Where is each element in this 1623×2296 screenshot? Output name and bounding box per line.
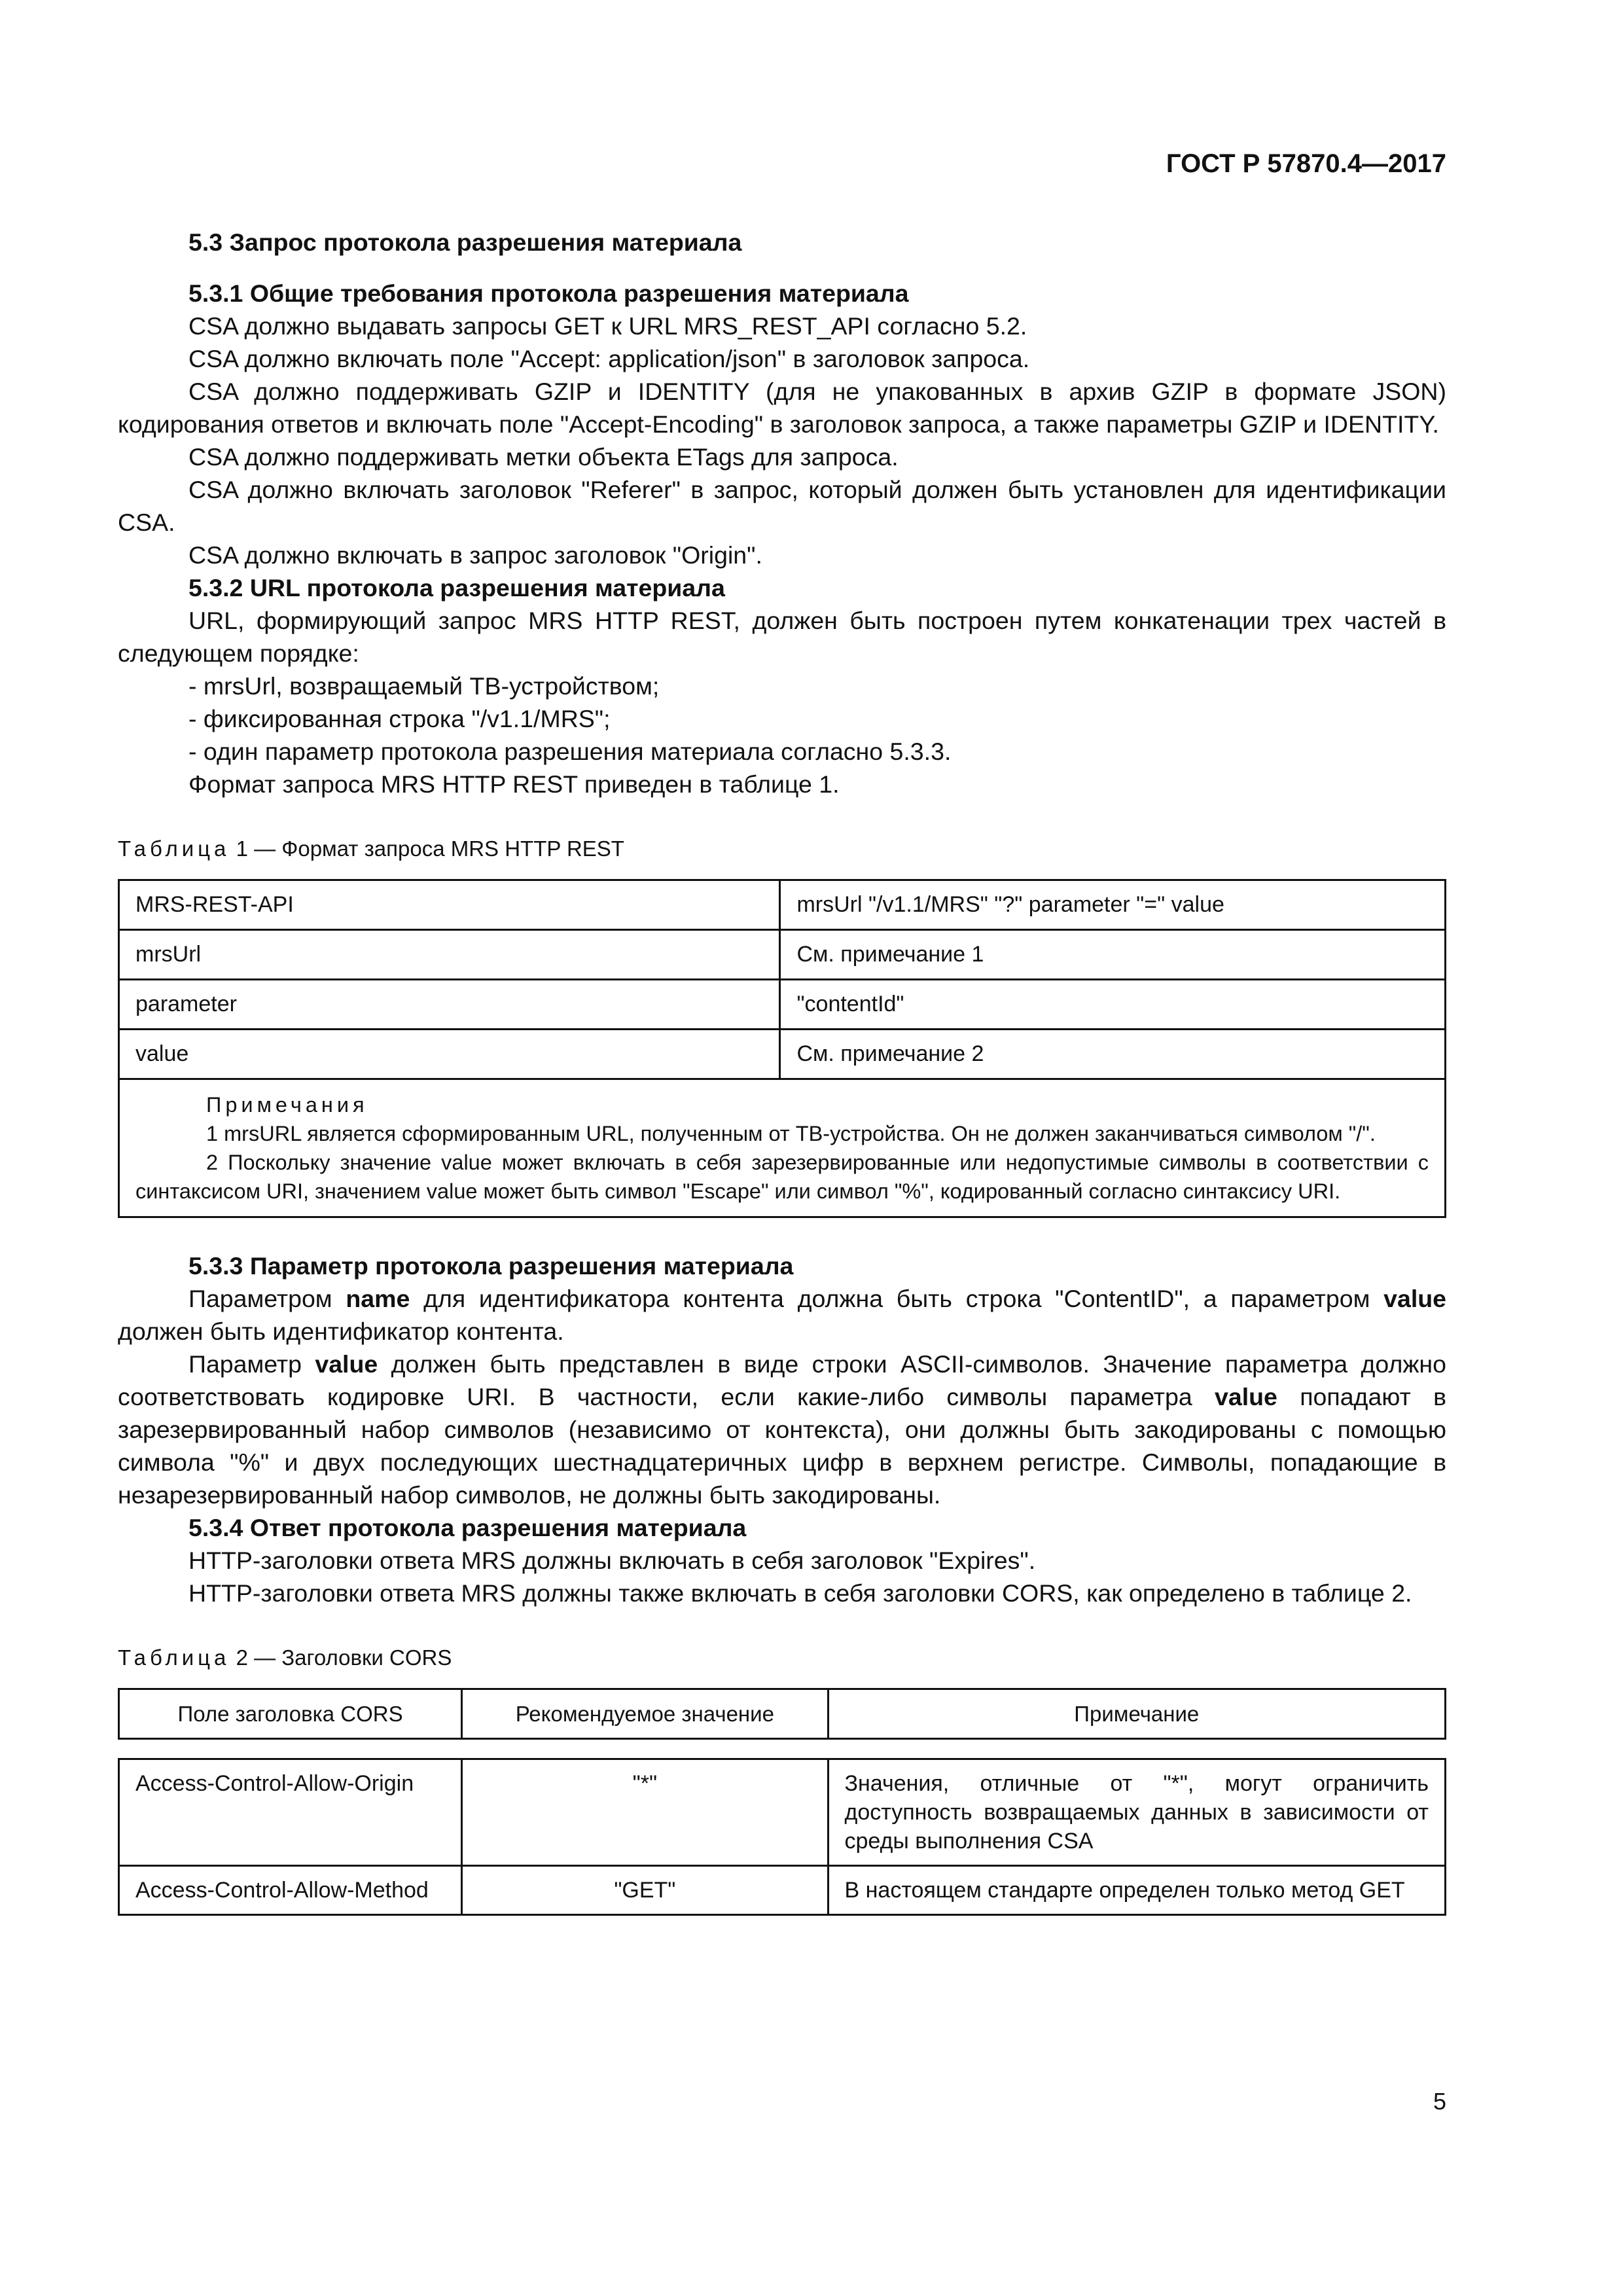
page-number: 5	[1433, 2088, 1446, 2115]
table-row	[119, 1759, 1446, 1866]
table-cell: mrsUrl	[119, 930, 780, 980]
table-cell: См. примечание 2	[780, 1030, 1446, 1079]
section-5-3-heading: 5.3 Запрос протокола разрешения материала	[188, 228, 742, 256]
paragraph: CSA должно включать заголовок "Referer" в запрос, который должен быть установлен для идентификации CSA.	[118, 476, 1446, 536]
text-run: должен быть представлен в виде строки ASCII-символов. Значение параметра должно соответствовать кодировке URI. В частности, если какие-либо символы параметра	[118, 1350, 1446, 1410]
table-cell: См. примечание 1	[780, 930, 1446, 980]
table-cell: "GET"	[462, 1866, 828, 1915]
text-run: попадают в зарезервированный набор символов (независимо от контекста), они должны быть закодированы с помощью символа "%" и двух последующих шестнадцатеричных цифр в верхнем регистре. Символы, попадающие в незарезервированный набор символов, не должны быть закодированы.	[118, 1383, 1447, 1509]
note-item: 2 Поскольку значение value может включать в себя зарезервированные или недопустимые символы в соответствии с синтаксисом URI, значением value может быть символ "Escape" или символ "%", кодированный согласно синтаксису URI.	[135, 1151, 1429, 1203]
table-row	[119, 880, 1446, 930]
table-cell: "*"	[462, 1759, 828, 1866]
text-run: Параметром	[188, 1285, 346, 1312]
table-1-caption	[118, 834, 1446, 863]
note-item: 1 mrsURL является сформированным URL, полученным от ТВ-устройства. Он не должен заканчиваться символом "/".	[206, 1122, 1376, 1145]
list-item: - фиксированная строка "/v1.1/MRS";	[188, 705, 611, 732]
paragraph: HTTP-заголовки ответа MRS должны включать в себя заголовок "Expires".	[188, 1547, 1036, 1574]
table-1-caption-text: 1 — Формат запроса MRS HTTP REST	[236, 836, 624, 861]
term-bold: value	[1383, 1285, 1447, 1312]
separator-cell	[119, 1739, 1446, 1759]
text-run: для идентификатора контента должна быть строка "ContentID", а параметром	[410, 1285, 1384, 1312]
table-cell: Access-Control-Allow-Origin	[119, 1759, 462, 1866]
document-code: ГОСТ Р 57870.4—2017	[1166, 149, 1446, 178]
table-2-caption	[118, 1643, 1446, 1672]
table-notes-row	[119, 1079, 1446, 1217]
column-header: Рекомендуемое значение	[462, 1689, 828, 1739]
table-row	[119, 980, 1446, 1030]
table-cell: Access-Control-Allow-Method	[119, 1866, 462, 1915]
table-header-row	[119, 1689, 1446, 1739]
table-2-caption-label: Таблица	[118, 1645, 230, 1670]
text-run: должен быть идентификатор контента.	[118, 1318, 564, 1345]
paragraph: HTTP-заголовки ответа MRS должны также включать в себя заголовки CORS, как определено в таблице 2.	[188, 1579, 1412, 1607]
table-cell: "contentId"	[780, 980, 1446, 1030]
header-separator	[119, 1739, 1446, 1759]
table-2	[118, 1688, 1446, 1916]
table-cell: value	[119, 1030, 780, 1079]
paragraph: CSA должно выдавать запросы GET к URL MRS_REST_API согласно 5.2.	[188, 312, 1027, 340]
table-1	[118, 879, 1446, 1218]
table-cell: mrsUrl "/v1.1/MRS" "?" parameter "=" value	[780, 880, 1446, 930]
table-cell: В настоящем стандарте определен только метод GET	[828, 1866, 1445, 1915]
paragraph: CSA должно включать в запрос заголовок "Origin".	[188, 541, 762, 569]
paragraph: CSA должно поддерживать GZIP и IDENTITY (для не упакованных в архив GZIP в формате JSON) кодирования ответов и включать поле "Accept-Encoding" в заголовок запроса, а также параметры GZIP и IDENTITY.	[118, 378, 1446, 438]
paragraph: CSA должно включать поле "Accept: application/json" в заголовок запроса.	[188, 345, 1030, 372]
text-run: Параметр	[188, 1350, 315, 1378]
paragraph: CSA должно поддерживать метки объекта ETags для запроса.	[188, 443, 899, 471]
section-5-3-3-heading: 5.3.3 Параметр протокола разрешения материала	[188, 1252, 794, 1280]
list-item: - mrsUrl, возвращаемый ТВ-устройством;	[188, 672, 660, 700]
table-row	[119, 1030, 1446, 1079]
table-1-caption-label: Таблица	[118, 836, 230, 861]
paragraph	[118, 1348, 1446, 1511]
table-row	[119, 1866, 1446, 1915]
column-header: Поле заголовка CORS	[119, 1689, 462, 1739]
section-5-3-2-heading: 5.3.2 URL протокола разрешения материала	[188, 574, 725, 601]
section-5-3-1-heading: 5.3.1 Общие требования протокола разрешения материала	[188, 279, 909, 307]
term-bold: value	[315, 1350, 378, 1378]
table-cell: parameter	[119, 980, 780, 1030]
page-content	[118, 0, 1446, 1916]
table-cell: Значения, отличные от "*", могут ограничить доступность возвращаемых данных в зависимости от среды выполнения CSA	[828, 1759, 1445, 1866]
table-row	[119, 930, 1446, 980]
notes-title: Примечания	[206, 1093, 368, 1117]
paragraph	[118, 1282, 1446, 1348]
paragraph: URL, формирующий запрос MRS HTTP REST, должен быть построен путем конкатенации трех частей в следующем порядке:	[118, 607, 1446, 667]
table-notes-cell	[119, 1079, 1446, 1217]
column-header: Примечание	[828, 1689, 1445, 1739]
table-cell: MRS-REST-API	[119, 880, 780, 930]
table-2-caption-text: 2 — Заголовки CORS	[236, 1645, 452, 1670]
list-item: - один параметр протокола разрешения материала согласно 5.3.3.	[188, 738, 952, 765]
section-5-3-4-heading: 5.3.4 Ответ протокола разрешения материала	[188, 1514, 747, 1541]
term-bold: value	[1215, 1383, 1277, 1410]
term-bold: name	[346, 1285, 410, 1312]
paragraph: Формат запроса MRS HTTP REST приведен в таблице 1.	[188, 770, 840, 798]
